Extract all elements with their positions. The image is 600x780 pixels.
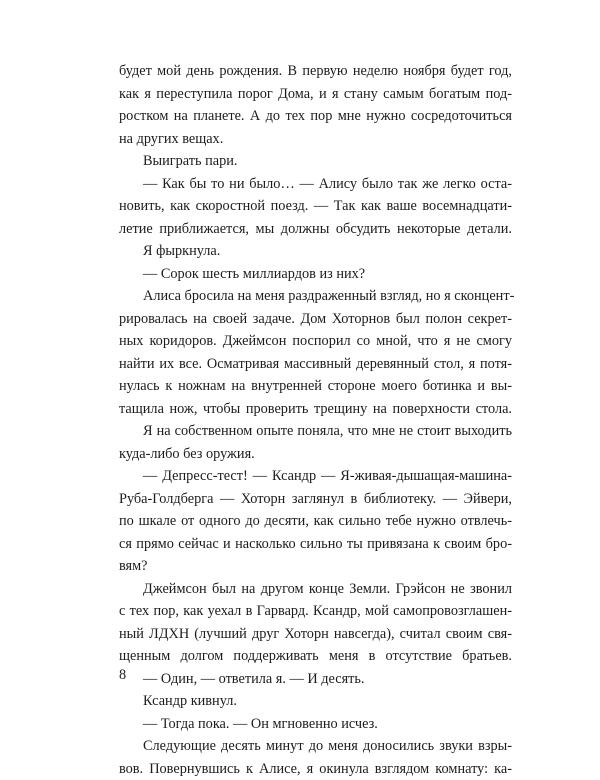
- text-line: по шкале от одного до десяти, как сильно тебе нужно отвлечь-: [119, 510, 512, 533]
- text-line: Я фыркнула.: [119, 240, 512, 263]
- text-line: куда-либо без оружия.: [119, 443, 512, 466]
- text-line: — Тогда пока. — Он мгновенно исчез.: [119, 713, 512, 736]
- text-line: как я переступила порог Дома, и я стану самым богатым под-: [119, 83, 512, 106]
- text-line: будет мой день рождения. В первую неделю ноября будет год,: [119, 60, 512, 83]
- text-line: Джеймсон был на другом конце Земли. Грэйсон не звонил: [119, 578, 512, 601]
- text-line: Следующие десять минут до меня доносились звуки взры-: [119, 735, 512, 758]
- text-line: летие приближается, мы должны обсудить некоторые детали.: [119, 218, 512, 241]
- text-line: вов. Повернувшись к Алисе, я окинула взглядом комнату: ка-: [119, 758, 512, 780]
- text-line: Я на собственном опыте поняла, что мне не стоит выходить: [119, 420, 512, 443]
- page-number: 8: [119, 665, 126, 685]
- text-line: рировалась на своей задаче. Дом Хоторнов был полон секрет-: [119, 308, 512, 331]
- text-line: тащила нож, чтобы проверить трещину на поверхности стола.: [119, 398, 512, 421]
- text-line: — Сорок шесть миллиардов из них?: [119, 263, 512, 286]
- text-line: ных коридоров. Джеймсон поспорил со мной, что я не смогу: [119, 330, 512, 353]
- text-line: — Депресс-тест! — Ксандр — Я-живая-дышащая-машина-: [119, 465, 512, 488]
- text-line: щенным долгом поддерживать меня в отсутствие братьев.: [119, 645, 512, 668]
- text-line: нулась к ножнам на внутренней стороне моего ботинка и вы-: [119, 375, 512, 398]
- text-line: на других вещах.: [119, 128, 512, 151]
- text-line: новить, как скоростной поезд. — Так как ваше восемнадцати-: [119, 195, 512, 218]
- text-line: с тех пор, как уехал в Гарвард. Ксандр, мой самопровозглашен-: [119, 600, 512, 623]
- text-line: Выиграть пари.: [119, 150, 512, 173]
- text-line: — Один, — ответила я. — И десять.: [119, 668, 512, 691]
- text-line: Ксандр кивнул.: [119, 690, 512, 713]
- text-line: Руба-Голдберга — Хоторн заглянул в библиотеку. — Эйвери,: [119, 488, 512, 511]
- text-line: ный ЛДХН (лучший друг Хоторн навсегда), считал своим свя-: [119, 623, 512, 646]
- text-line: ростком на планете. А до тех пор мне нужно сосредоточиться: [119, 105, 512, 128]
- body-text: [119, 60, 512, 780]
- text-line: ся прямо сейчас и насколько сильно ты привязана к своим бро-: [119, 533, 512, 556]
- text-line: найти их все. Осматривая массивный деревянный стол, я потя-: [119, 353, 512, 376]
- text-line: — Как бы то ни было… — Алису было так же легко оста-: [119, 173, 512, 196]
- text-line: Алиса бросила на меня раздраженный взгляд, но я сконцент-: [119, 285, 512, 308]
- text-line: вям?: [119, 555, 512, 578]
